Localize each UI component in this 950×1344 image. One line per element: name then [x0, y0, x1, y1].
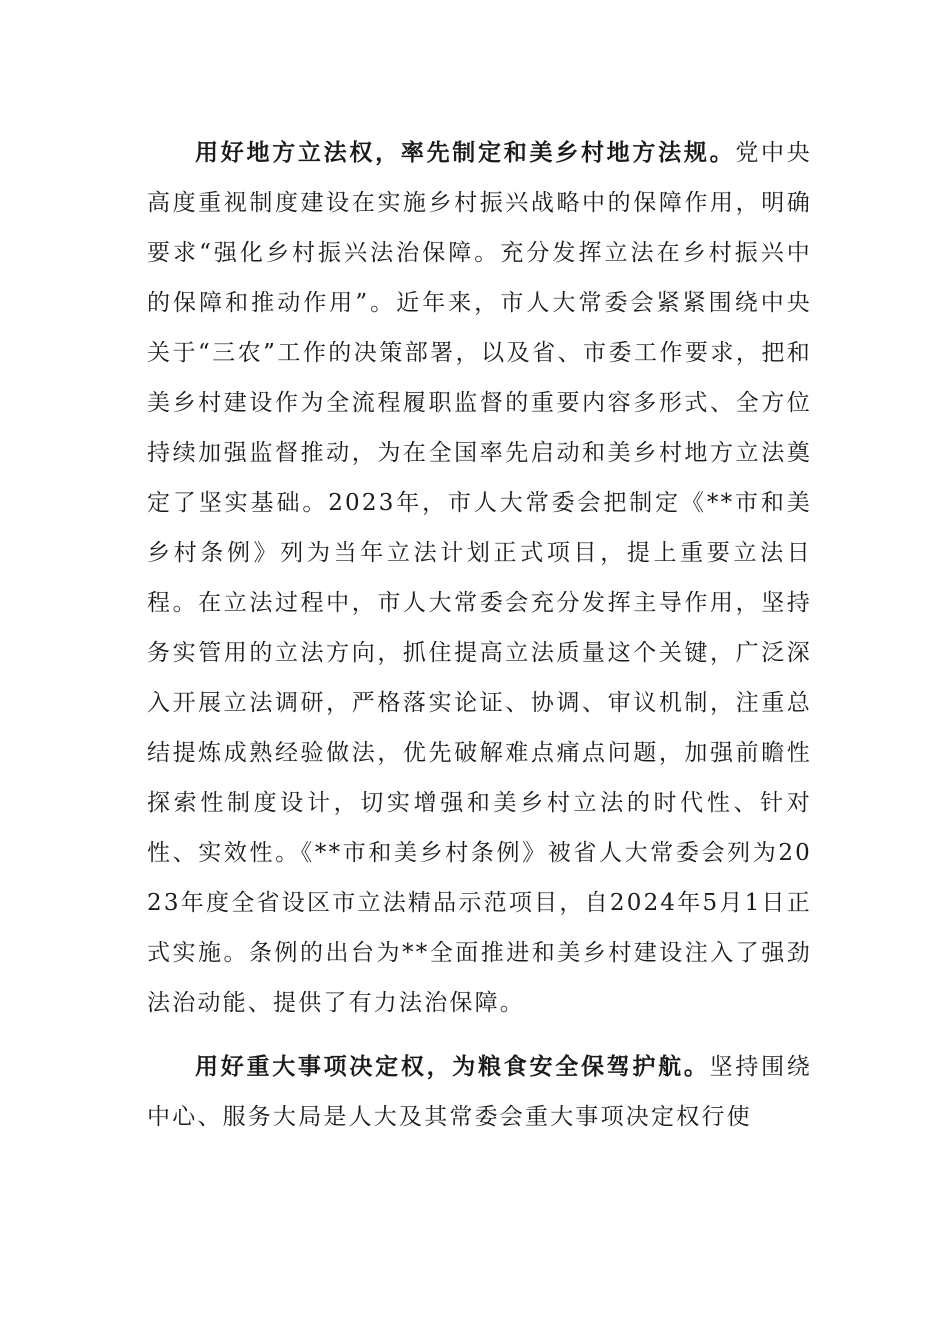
paragraph-decision-power — [147, 1042, 812, 1142]
document-body — [147, 128, 812, 1142]
paragraph-text: 坚持围绕中心、服务大局是人大及其常委会重大事项决定权行使 — [147, 1054, 812, 1130]
paragraph-lead: 用好地方立法权，率先制定和美乡村地方法规。 — [195, 139, 736, 166]
paragraph-legislation — [147, 128, 812, 1028]
paragraph-text: 党中央高度重视制度建设在实施乡村振兴战略中的保障作用，明确要求“强化乡村振兴法治保障。充分发挥立法在乡村振兴中的保障和推动作用”。近年来，市人大常委会紧紧围绕中央关于“三农”工作的决策部署，以及省、市委工作要求，把和美乡村建设作为全流程履职监督的重要内容多形式、全方位持续加强监督推动，为在全国率先启动和美乡村地方立法奠定了坚实基础。2023年，市人大常委会把制定《**市和美乡村条例》列为当年立法计划正式项目，提上重要立法日程。在立法过程中，市人大常委会充分发挥主导作用，坚持务实管用的立法方向，抓住提高立法质量这个关键，广泛深入开展立法调研，严格落实论证、协调、审议机制，注重总结提炼成熟经验做法，优先破解难点痛点问题，加强前瞻性探索性制度设计，切实增强和美乡村立法的时代性、针对性、实效性。《**市和美乡村条例》被省人大常委会列为2023年度全省设区市立法精品示范项目，自2024年5月1日正式实施。条例的出台为**全面推进和美乡村建设注入了强劲法治动能、提供了有力法治保障。 — [147, 140, 812, 1016]
paragraph-lead: 用好重大事项决定权，为粮食安全保驾护航。 — [195, 1053, 710, 1080]
